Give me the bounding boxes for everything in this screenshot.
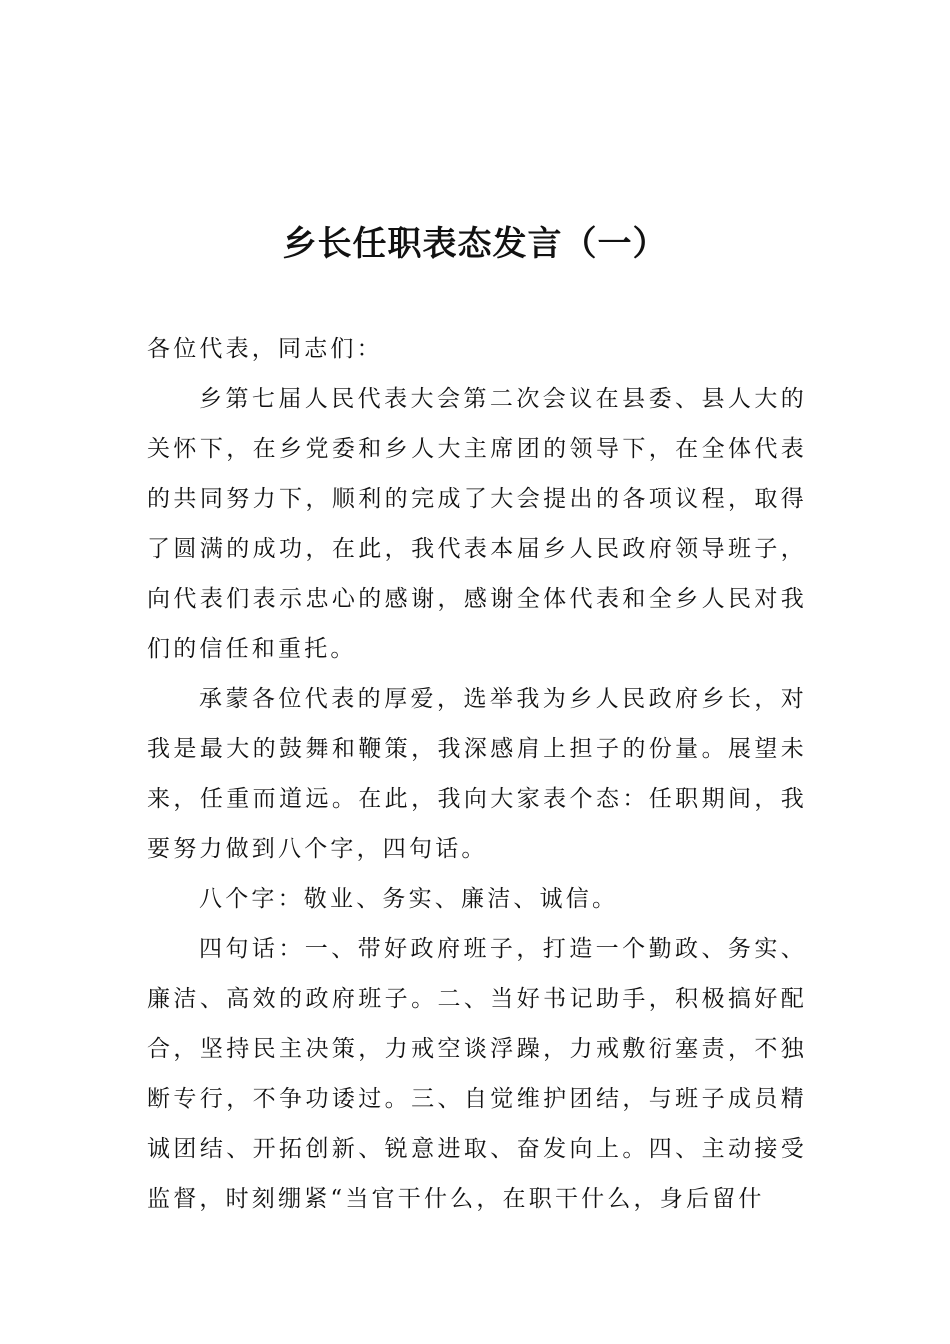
- paragraph-4: 四句话：一、带好政府班子，打造一个勤政、务实、廉洁、高效的政府班子。二、当好书记助手，积极搞好配合，坚持民主决策，力戒空谈浮躁，力戒敷衍塞责，不独断专行，不争功诿过。三、自觉维护团结，与班子成员精诚团结、开拓创新、锐意进取、奋发向上。四、主动接受监督，时刻绷紧“当官干什么，在职干什么，身后留什: [147, 936, 807, 1212]
- document-body: [147, 324, 807, 1224]
- salutation: 各位代表，同志们：: [147, 336, 383, 362]
- paragraph-1: 乡第七届人民代表大会第二次会议在县委、县人大的关怀下，在乡党委和乡人大主席团的领导下，在全体代表的共同努力下，顺利的完成了大会提出的各项议程，取得了圆满的成功，在此，我代表本届乡人民政府领导班子，向代表们表示忠心的感谢，感谢全体代表和全乡人民对我们的信任和重托。: [147, 386, 807, 662]
- paragraph-2: 承蒙各位代表的厚爱，选举我为乡人民政府乡长，对我是最大的鼓舞和鞭策，我深感肩上担子的份量。展望未来，任重而道远。在此，我向大家表个态：任职期间，我要努力做到八个字，四句话。: [147, 686, 807, 862]
- paragraph-3: 八个字：敬业、务实、廉洁、诚信。: [199, 886, 619, 912]
- document-title: 乡长任职表态发言（一）: [282, 224, 668, 264]
